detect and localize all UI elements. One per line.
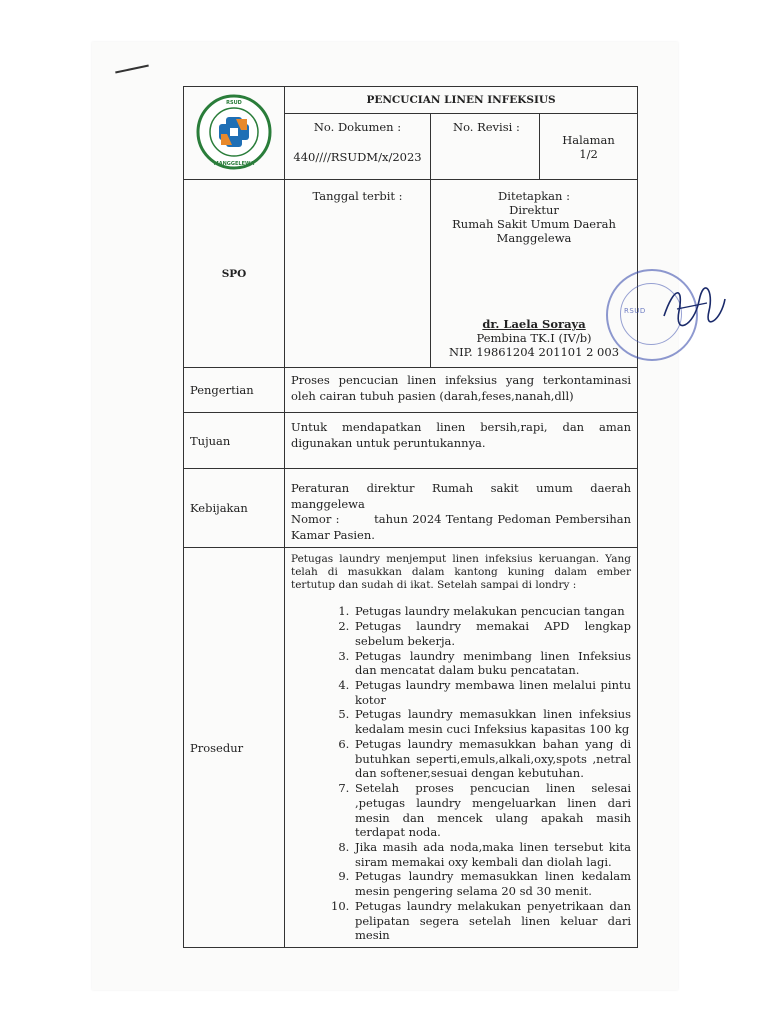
- kebijakan-label: Kebijakan: [184, 469, 285, 548]
- list-item: 8. Jika masih ada noda,maka linen tersebut kita siram memakai oxy kembali dan diolah lagi.: [353, 840, 631, 869]
- kebijakan-line-2: Nomor : tahun 2024 Tentang Pedoman Pembersihan Kamar Pasien.: [291, 512, 635, 542]
- pengertian-text: Proses pencucian linen infeksius yang terkontaminasi oleh cairan tubuh pasien (darah,feses,nanah,dll): [285, 368, 638, 413]
- stamp-label: RSUD: [624, 307, 646, 315]
- svg-text:RSUD: RSUD: [226, 99, 242, 106]
- document-title: PENCUCIAN LINEN INFEKSIUS: [285, 87, 638, 114]
- list-item: 10. Petugas laundry melakukan penyetrikaan dan pelipatan segera setelah linen keluar dari mesin: [353, 899, 631, 943]
- kebijakan-line-1: Peraturan direktur Rumah sakit umum daerah manggelewa: [291, 481, 632, 511]
- no-dokumen-value: 440/∕∕/RSUDM/x/2023: [293, 150, 422, 164]
- approval-block: [431, 189, 646, 367]
- hospital-logo-icon: [195, 93, 273, 171]
- institution-line-1: Rumah Sakit Umum Daerah: [452, 217, 616, 231]
- list-item: 4. Petugas laundry membawa linen melalui pintu kotor: [353, 678, 631, 707]
- list-item: 6. Petugas laundry memasukkan bahan yang di butuhkan seperti,emuls,alkali,oxy,spots ,netral dan softener,sesuai dengan kebutuhan.: [353, 737, 631, 781]
- halaman-label: Halaman: [562, 132, 615, 147]
- tanggal-terbit-label: Tanggal terbit :: [312, 189, 403, 203]
- institution-line-2: Manggelewa: [496, 231, 572, 245]
- hospital-logo-cell: [184, 87, 285, 180]
- no-dokumen-label: No. Dokumen :: [313, 120, 402, 134]
- halaman-value: 1/2: [579, 146, 598, 161]
- prosedur-label: Prosedur: [184, 548, 285, 948]
- list-item: 3. Petugas laundry menimbang linen Infeksius dan mencatat dalam buku pencatatan.: [353, 649, 631, 678]
- pengertian-label: Pengertian: [184, 368, 285, 413]
- prosedur-steps: [291, 604, 631, 943]
- list-item: 9. Petugas laundry memasukkan linen kedalam mesin pengering selama 20 sd 30 menit.: [353, 869, 631, 898]
- signer-nip: NIP. 19861204 201101 2 003: [449, 345, 620, 359]
- tujuan-text: Untuk mendapatkan linen bersih,rapi, dan aman digunakan untuk peruntukannya.: [285, 413, 638, 469]
- list-item: 7. Setelah proses pencucian linen selesai ,petugas laundry mengeluarkan linen dari mesin dan mencek ulang apakah masih terdapat noda.: [353, 781, 631, 840]
- ditetapkan-label: Ditetapkan :: [498, 189, 570, 203]
- prosedur-intro: Petugas laundry menjemput linen infeksius keruangan. Yang telah di masukkan dalam kantong kuning dalam ember tertutup dan sudah di ikat. Setelah sampai di londry :: [291, 553, 632, 592]
- spo-label: SPO: [184, 180, 285, 368]
- spo-table: [183, 86, 646, 948]
- signature-icon: [659, 281, 729, 331]
- signer-name: dr. Laela Soraya: [482, 317, 586, 331]
- direktur-label: Direktur: [509, 203, 559, 217]
- svg-text:MANGGELEWA: MANGGELEWA: [213, 160, 255, 167]
- no-revisi-label: No. Revisi :: [453, 120, 520, 134]
- list-item: 5. Petugas laundry memasukkan linen infeksius kedalam mesin cuci Infeksius kapasitas 100 kg: [353, 707, 631, 736]
- list-item: 2. Petugas laundry memakai APD lengkap sebelum bekerja.: [353, 619, 631, 648]
- signer-rank: Pembina TK.I (IV/b): [476, 331, 592, 345]
- tujuan-label: Tujuan: [184, 413, 285, 469]
- list-item: 1. Petugas laundry melakukan pencucian tangan: [353, 604, 631, 619]
